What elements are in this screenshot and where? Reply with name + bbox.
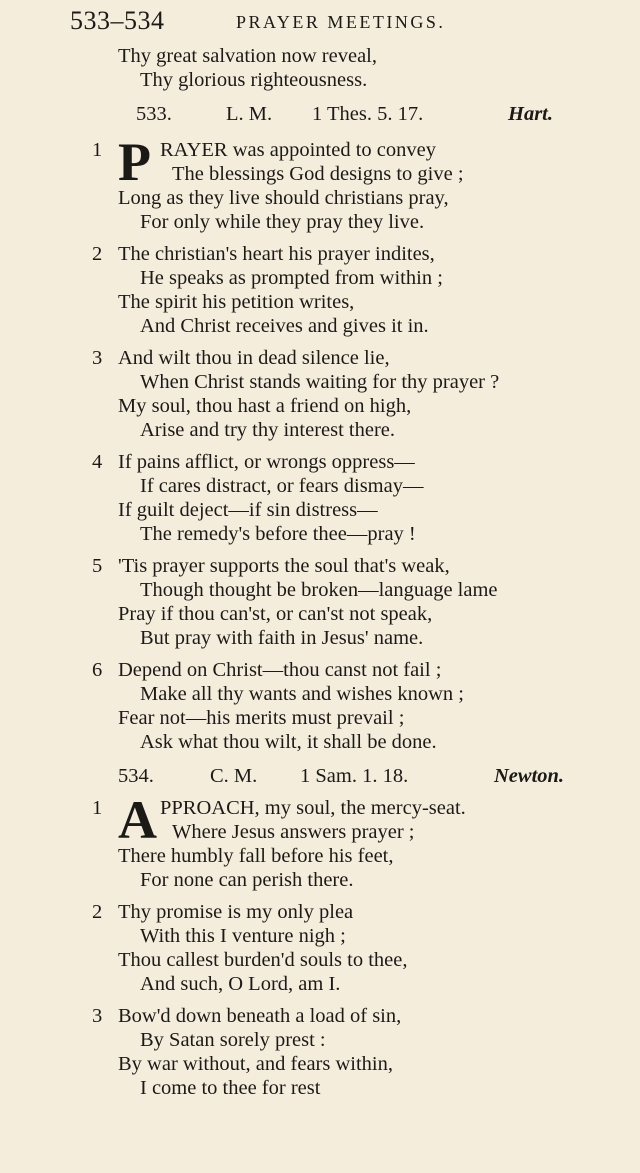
verse-line: The blessings God designs to give ; xyxy=(172,163,464,185)
verse-line: Where Jesus answers prayer ; xyxy=(172,821,415,843)
verse xyxy=(0,450,640,546)
verse-number: 3 xyxy=(92,347,103,369)
verse-line: 'Tis prayer supports the soul that's weak, xyxy=(118,555,450,577)
continuation-line: Thy glorious righteousness. xyxy=(140,69,368,91)
verse-line: RAYER was appointed to convey xyxy=(160,139,436,161)
verse xyxy=(0,1004,640,1100)
verse-line: My soul, thou hast a friend on high, xyxy=(118,395,412,417)
verse-line: But pray with faith in Jesus' name. xyxy=(140,627,424,649)
verse-number: 6 xyxy=(92,659,103,681)
hymn-meter: L. M. xyxy=(226,103,273,125)
verse-line: Fear not—his merits must prevail ; xyxy=(118,707,405,729)
verse xyxy=(0,900,640,996)
verse-line: Ask what thou wilt, it shall be done. xyxy=(140,731,437,753)
verse-line: The remedy's before thee—pray ! xyxy=(140,523,416,545)
continuation-line: Thy great salvation now reveal, xyxy=(118,45,378,67)
verse-line: I come to thee for rest xyxy=(140,1077,321,1099)
hymn-number: 534. xyxy=(118,765,154,787)
verse-line: By Satan sorely prest : xyxy=(140,1029,326,1051)
verse-line: For none can perish there. xyxy=(140,869,354,891)
verse-line: And wilt thou in dead silence lie, xyxy=(118,347,390,369)
verse-line: Though thought be broken—language lame xyxy=(140,579,498,601)
verse-line: PPROACH, my soul, the mercy-seat. xyxy=(160,797,466,819)
verse-line: Thou callest burden'd souls to thee, xyxy=(118,949,408,971)
verse xyxy=(0,658,640,754)
hymn-author: Hart. xyxy=(508,103,553,125)
verse-line: Make all thy wants and wishes known ; xyxy=(140,683,464,705)
verse-number: 3 xyxy=(92,1005,103,1027)
hymn-meter: C. M. xyxy=(210,765,258,787)
page-numbers: 533–534 xyxy=(70,6,165,35)
verse-line: Bow'd down beneath a load of sin, xyxy=(118,1005,402,1027)
verse-line: When Christ stands waiting for thy prayer ? xyxy=(140,371,500,393)
hymn-author: Newton. xyxy=(494,765,565,787)
verse xyxy=(0,346,640,442)
verse-number: 1 xyxy=(92,139,103,161)
page-header xyxy=(70,6,600,36)
verse-line: There humbly fall before his feet, xyxy=(118,845,394,867)
hymn-534-heading xyxy=(0,760,640,792)
verse-line: And Christ receives and gives it in. xyxy=(140,315,429,337)
verse-line: Thy promise is my only plea xyxy=(118,901,354,923)
drop-cap: A xyxy=(118,790,157,850)
verse xyxy=(0,132,640,234)
scripture-reference: 1 Sam. 1. 18. xyxy=(300,765,409,787)
scripture-reference: 1 Thes. 5. 17. xyxy=(312,103,424,125)
verse-line: And such, O Lord, am I. xyxy=(140,973,341,995)
verse-line: With this I venture nigh ; xyxy=(140,925,346,947)
verse-number: 5 xyxy=(92,555,103,577)
verse-line: He speaks as prompted from within ; xyxy=(140,267,443,289)
verse-line: Depend on Christ—thou canst not fail ; xyxy=(118,659,442,681)
verse-line: Long as they live should christians pray, xyxy=(118,187,449,209)
page-body xyxy=(0,44,640,1100)
verse-line: If cares distract, or fears dismay— xyxy=(140,475,424,497)
verse-number: 2 xyxy=(92,243,103,265)
verse-number: 2 xyxy=(92,901,103,923)
verse-line: By war without, and fears within, xyxy=(118,1053,393,1075)
verse-line: Arise and try thy interest there. xyxy=(140,419,396,441)
hymn-533-heading xyxy=(0,98,640,130)
verse xyxy=(0,790,640,892)
verse xyxy=(0,554,640,650)
verse-number: 4 xyxy=(92,451,103,473)
verse xyxy=(0,242,640,338)
verse-line: If guilt deject—if sin distress— xyxy=(118,499,378,521)
running-title: PRAYER MEETINGS. xyxy=(236,12,446,32)
verse-line: The christian's heart his prayer indites, xyxy=(118,243,435,265)
verse-line: If pains afflict, or wrongs oppress— xyxy=(118,451,415,473)
verse-line: The spirit his petition writes, xyxy=(118,291,355,313)
verse-number: 1 xyxy=(92,797,103,819)
drop-cap: P xyxy=(118,132,151,192)
hymn-number: 533. xyxy=(136,103,172,125)
verse-line: Pray if thou can'st, or can'st not speak, xyxy=(118,603,433,625)
verse-line: For only while they pray they live. xyxy=(140,211,425,233)
